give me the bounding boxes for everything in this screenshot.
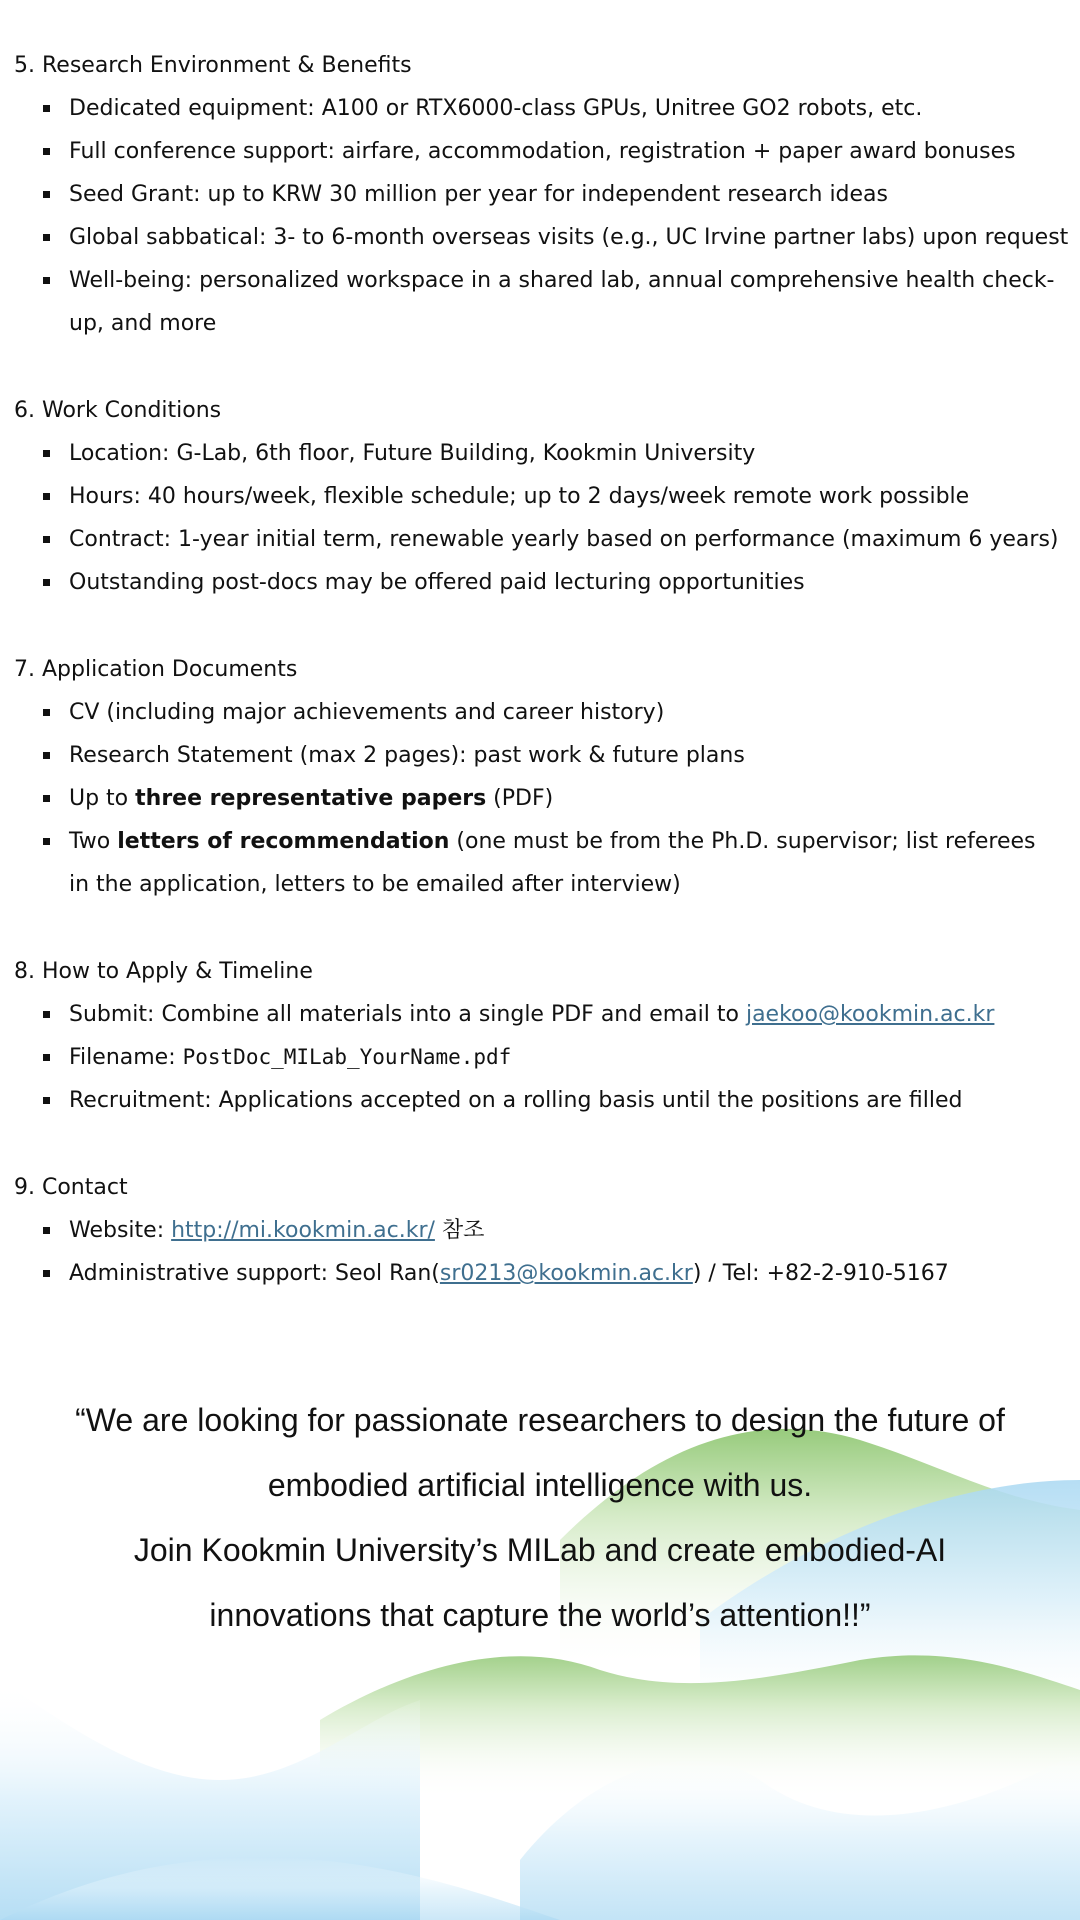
list-item: Dedicated equipment: A100 or RTX6000-class GPUs, Unitree GO2 robots, etc. [14,87,1064,130]
item-text: (one must be from the Ph.D. supervisor; list referees in the application, letters to be emailed after interview) [69,829,1036,897]
list-item [14,777,1064,820]
item-text: Filename: [69,1045,183,1070]
closing-quote [0,1388,1080,1648]
bullet-list [14,691,1064,906]
list-item: Well-being: personalized workspace in a shared lab, annual comprehensive health check-up, and more [14,259,1064,345]
list-item [14,1252,1064,1295]
section-research-environment [14,44,1069,345]
quote-line: innovations that capture the world’s attention!!” [209,1597,871,1633]
section-contact [14,1166,1064,1295]
item-text: Administrative support: Seol Ran( [69,1261,440,1286]
list-item: Seed Grant: up to KRW 30 million per year for independent research ideas [14,173,1064,216]
list-item: Hours: 40 hours/week, flexible schedule; up to 2 days/week remote work possible [14,475,1064,518]
section-title: 5. Research Environment & Benefits [14,53,412,78]
item-text: Website: [69,1218,172,1243]
bullet-list [14,432,1064,604]
list-item: Recruitment: Applications accepted on a rolling basis until the positions are filled [14,1079,1064,1122]
section-title: 9. Contact [14,1175,128,1200]
item-text: Submit: Combine all materials into a single PDF and email to [69,1002,746,1027]
list-item: Outstanding post-docs may be offered paid lecturing opportunities [14,561,1064,604]
section-how-to-apply [14,950,1064,1122]
item-text: ) / Tel: +82-2-910-5167 [692,1261,949,1286]
section-title: 8. How to Apply & Timeline [14,959,313,984]
quote-line: “We are looking for passionate researchers to design the future of [75,1402,1005,1438]
section-title: 6. Work Conditions [14,398,222,423]
item-text: Two [69,829,118,854]
quote-line: embodied artificial intelligence with us. [267,1467,813,1503]
section-application-documents [14,648,1064,906]
section-title: 7. Application Documents [14,657,298,682]
list-item: Full conference support: airfare, accommodation, registration + paper award bonuses [14,130,1064,173]
emphasis-text: three representative papers [135,786,487,811]
list-item: CV (including major achievements and career history) [14,691,1064,734]
emphasis-text: letters of recommendation [117,829,450,854]
website-link[interactable]: http://mi.kookmin.ac.kr/ [171,1218,435,1243]
bullet-list [14,993,1064,1122]
list-item [14,993,1064,1036]
item-text: Up to [69,786,136,811]
list-item: Contract: 1-year initial term, renewable yearly based on performance (maximum 6 years) [14,518,1064,561]
email-link-jaekoo[interactable]: jaekoo@kookmin.ac.kr [745,1002,995,1027]
section-work-conditions [14,389,1064,604]
list-item [14,1036,1064,1079]
list-item [14,820,1064,906]
bullet-list [14,87,1069,345]
quote-line: Join Kookmin University’s MILab and create embodied-AI [133,1532,947,1568]
list-item: Location: G-Lab, 6th floor, Future Building, Kookmin University [14,432,1064,475]
email-link-admin[interactable]: sr0213@kookmin.ac.kr [439,1261,693,1286]
item-text: (PDF) [486,786,554,811]
filename-text: PostDoc_MILab_YourName.pdf [182,1045,512,1069]
bullet-list [14,1209,1064,1295]
list-item [14,1209,1064,1252]
item-text: 참조 [434,1218,485,1243]
list-item: Research Statement (max 2 pages): past work & future plans [14,734,1064,777]
list-item: Global sabbatical: 3- to 6-month overseas visits (e.g., UC Irvine partner labs) upon request [14,216,1064,259]
